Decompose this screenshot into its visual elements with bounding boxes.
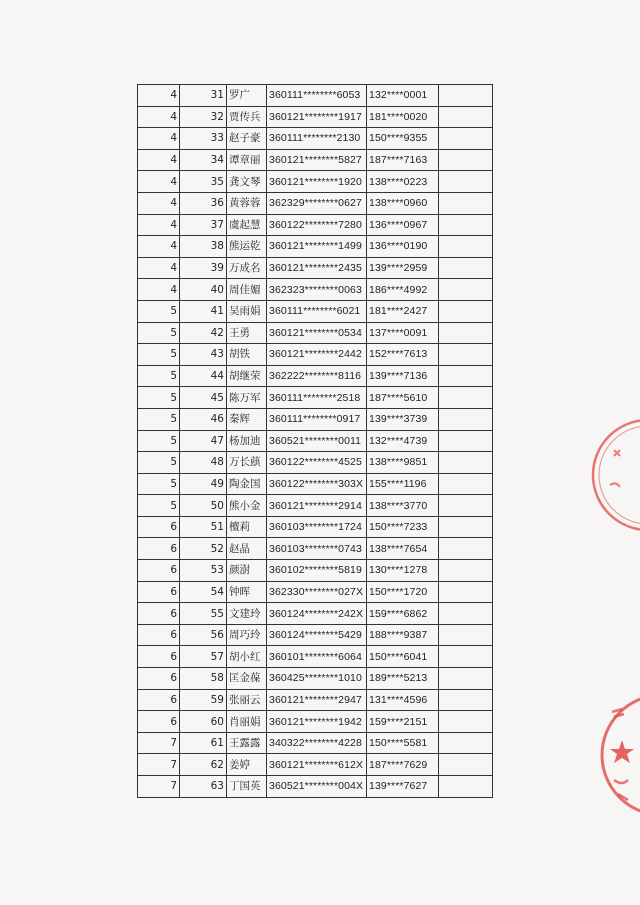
phone-cell: 139****3739 xyxy=(367,408,439,430)
group-cell: 5 xyxy=(138,387,180,409)
sequence-cell: 38 xyxy=(180,236,227,258)
table-row xyxy=(138,776,493,798)
id-number-cell: 360101********6064 xyxy=(267,646,367,668)
phone-cell: 132****0001 xyxy=(367,85,439,107)
sequence-cell: 41 xyxy=(180,300,227,322)
group-cell: 6 xyxy=(138,646,180,668)
remark-cell xyxy=(439,516,493,538)
table-row xyxy=(138,516,493,538)
remark-cell xyxy=(439,732,493,754)
table-row xyxy=(138,689,493,711)
id-number-cell: 360121********2442 xyxy=(267,344,367,366)
group-cell: 6 xyxy=(138,560,180,582)
table-row xyxy=(138,257,493,279)
phone-cell: 188****9387 xyxy=(367,624,439,646)
name-cell: 陈万军 xyxy=(227,387,267,409)
group-cell: 6 xyxy=(138,711,180,733)
name-cell: 王露露 xyxy=(227,732,267,754)
phone-cell: 181****0020 xyxy=(367,106,439,128)
id-number-cell: 360121********1499 xyxy=(267,236,367,258)
table-row xyxy=(138,300,493,322)
group-cell: 5 xyxy=(138,408,180,430)
phone-cell: 187****7629 xyxy=(367,754,439,776)
remark-cell xyxy=(439,257,493,279)
remark-cell xyxy=(439,776,493,798)
name-cell: 熊小金 xyxy=(227,495,267,517)
id-number-cell: 362222********8116 xyxy=(267,365,367,387)
name-cell: 万长蕻 xyxy=(227,452,267,474)
remark-cell xyxy=(439,495,493,517)
group-cell: 4 xyxy=(138,192,180,214)
name-cell: 钟晖 xyxy=(227,581,267,603)
id-number-cell: 360425********1010 xyxy=(267,668,367,690)
id-number-cell: 360111********2130 xyxy=(267,128,367,150)
name-cell: 陶金国 xyxy=(227,473,267,495)
name-cell: 熊运乾 xyxy=(227,236,267,258)
table-row xyxy=(138,128,493,150)
sequence-cell: 58 xyxy=(180,668,227,690)
id-number-cell: 360122********7280 xyxy=(267,214,367,236)
id-number-cell: 360121********5827 xyxy=(267,149,367,171)
name-cell: 秦辉 xyxy=(227,408,267,430)
name-cell: 文建玲 xyxy=(227,603,267,625)
phone-cell: 187****5610 xyxy=(367,387,439,409)
name-cell: 胡继荣 xyxy=(227,365,267,387)
sequence-cell: 51 xyxy=(180,516,227,538)
phone-cell: 130****1278 xyxy=(367,560,439,582)
remark-cell xyxy=(439,581,493,603)
name-cell: 丁国英 xyxy=(227,776,267,798)
remark-cell xyxy=(439,279,493,301)
remark-cell xyxy=(439,171,493,193)
sequence-cell: 35 xyxy=(180,171,227,193)
table-row xyxy=(138,473,493,495)
id-number-cell: 360122********4525 xyxy=(267,452,367,474)
sequence-cell: 49 xyxy=(180,473,227,495)
table-row xyxy=(138,560,493,582)
phone-cell: 150****7233 xyxy=(367,516,439,538)
id-number-cell: 360103********0743 xyxy=(267,538,367,560)
remark-cell xyxy=(439,452,493,474)
table-row xyxy=(138,711,493,733)
phone-cell: 187****7163 xyxy=(367,149,439,171)
name-cell: 吴雨娟 xyxy=(227,300,267,322)
name-cell: 胡铁 xyxy=(227,344,267,366)
phone-cell: 137****0091 xyxy=(367,322,439,344)
sequence-cell: 32 xyxy=(180,106,227,128)
sequence-cell: 62 xyxy=(180,754,227,776)
phone-cell: 139****7136 xyxy=(367,365,439,387)
sequence-cell: 55 xyxy=(180,603,227,625)
sequence-cell: 33 xyxy=(180,128,227,150)
group-cell: 4 xyxy=(138,236,180,258)
id-number-cell: 360102********5819 xyxy=(267,560,367,582)
name-cell: 黄蓉蓉 xyxy=(227,192,267,214)
group-cell: 7 xyxy=(138,732,180,754)
remark-cell xyxy=(439,430,493,452)
phone-cell: 189****5213 xyxy=(367,668,439,690)
group-cell: 5 xyxy=(138,452,180,474)
sequence-cell: 43 xyxy=(180,344,227,366)
id-number-cell: 360124********5429 xyxy=(267,624,367,646)
phone-cell: 159****6862 xyxy=(367,603,439,625)
remark-cell xyxy=(439,322,493,344)
id-number-cell: 340322********4228 xyxy=(267,732,367,754)
remark-cell xyxy=(439,668,493,690)
id-number-cell: 360521********0011 xyxy=(267,430,367,452)
group-cell: 4 xyxy=(138,257,180,279)
sequence-cell: 46 xyxy=(180,408,227,430)
name-cell: 赵子豪 xyxy=(227,128,267,150)
id-number-cell: 360121********612X xyxy=(267,754,367,776)
name-cell: 虞起慧 xyxy=(227,214,267,236)
id-number-cell: 360121********2947 xyxy=(267,689,367,711)
remark-cell xyxy=(439,85,493,107)
name-cell: 颜澍 xyxy=(227,560,267,582)
table-row xyxy=(138,344,493,366)
table-row xyxy=(138,85,493,107)
remark-cell xyxy=(439,387,493,409)
name-cell: 谭章丽 xyxy=(227,149,267,171)
group-cell: 5 xyxy=(138,495,180,517)
phone-cell: 139****7627 xyxy=(367,776,439,798)
remark-cell xyxy=(439,344,493,366)
group-cell: 6 xyxy=(138,538,180,560)
sequence-cell: 57 xyxy=(180,646,227,668)
sequence-cell: 34 xyxy=(180,149,227,171)
group-cell: 7 xyxy=(138,776,180,798)
group-cell: 4 xyxy=(138,85,180,107)
sequence-cell: 54 xyxy=(180,581,227,603)
remark-cell xyxy=(439,624,493,646)
name-cell: 匡金葆 xyxy=(227,668,267,690)
remark-cell xyxy=(439,560,493,582)
table-row xyxy=(138,732,493,754)
phone-cell: 131****4596 xyxy=(367,689,439,711)
roster-body xyxy=(138,85,493,798)
remark-cell xyxy=(439,711,493,733)
group-cell: 5 xyxy=(138,300,180,322)
group-cell: 6 xyxy=(138,603,180,625)
remark-cell xyxy=(439,754,493,776)
name-cell: 罗广 xyxy=(227,85,267,107)
phone-cell: 181****2427 xyxy=(367,300,439,322)
id-number-cell: 360521********004X xyxy=(267,776,367,798)
table-row xyxy=(138,452,493,474)
phone-cell: 186****4992 xyxy=(367,279,439,301)
phone-cell: 152****7613 xyxy=(367,344,439,366)
table-row xyxy=(138,538,493,560)
group-cell: 6 xyxy=(138,689,180,711)
sequence-cell: 40 xyxy=(180,279,227,301)
remark-cell xyxy=(439,106,493,128)
group-cell: 5 xyxy=(138,365,180,387)
sequence-cell: 59 xyxy=(180,689,227,711)
table-row xyxy=(138,603,493,625)
phone-cell: 150****5581 xyxy=(367,732,439,754)
id-number-cell: 360121********1920 xyxy=(267,171,367,193)
group-cell: 6 xyxy=(138,581,180,603)
group-cell: 6 xyxy=(138,668,180,690)
id-number-cell: 360122********303X xyxy=(267,473,367,495)
group-cell: 6 xyxy=(138,516,180,538)
group-cell: 4 xyxy=(138,171,180,193)
name-cell: 赵晶 xyxy=(227,538,267,560)
group-cell: 5 xyxy=(138,344,180,366)
id-number-cell: 360111********2518 xyxy=(267,387,367,409)
phone-cell: 136****0190 xyxy=(367,236,439,258)
roster-table xyxy=(137,84,493,798)
remark-cell xyxy=(439,149,493,171)
id-number-cell: 360111********6021 xyxy=(267,300,367,322)
phone-cell: 132****4739 xyxy=(367,430,439,452)
table-row xyxy=(138,754,493,776)
sequence-cell: 56 xyxy=(180,624,227,646)
sequence-cell: 37 xyxy=(180,214,227,236)
table-row xyxy=(138,387,493,409)
remark-cell xyxy=(439,365,493,387)
remark-cell xyxy=(439,603,493,625)
phone-cell: 138****0960 xyxy=(367,192,439,214)
id-number-cell: 360121********2435 xyxy=(267,257,367,279)
id-number-cell: 360111********0917 xyxy=(267,408,367,430)
sequence-cell: 48 xyxy=(180,452,227,474)
remark-cell xyxy=(439,538,493,560)
name-cell: 龚文琴 xyxy=(227,171,267,193)
remark-cell xyxy=(439,128,493,150)
id-number-cell: 360103********1724 xyxy=(267,516,367,538)
table-row xyxy=(138,624,493,646)
sequence-cell: 47 xyxy=(180,430,227,452)
name-cell: 姜婷 xyxy=(227,754,267,776)
table-row xyxy=(138,408,493,430)
group-cell: 4 xyxy=(138,149,180,171)
name-cell: 周佳媚 xyxy=(227,279,267,301)
phone-cell: 138****3770 xyxy=(367,495,439,517)
sequence-cell: 60 xyxy=(180,711,227,733)
remark-cell xyxy=(439,473,493,495)
id-number-cell: 362330********027X xyxy=(267,581,367,603)
name-cell: 贾传兵 xyxy=(227,106,267,128)
sequence-cell: 31 xyxy=(180,85,227,107)
phone-cell: 159****2151 xyxy=(367,711,439,733)
name-cell: 杨加迪 xyxy=(227,430,267,452)
table-row xyxy=(138,495,493,517)
id-number-cell: 360121********0534 xyxy=(267,322,367,344)
official-seal-lower xyxy=(600,680,640,830)
phone-cell: 136****0967 xyxy=(367,214,439,236)
name-cell: 万成名 xyxy=(227,257,267,279)
id-number-cell: 360121********1917 xyxy=(267,106,367,128)
sequence-cell: 39 xyxy=(180,257,227,279)
name-cell: 周巧玲 xyxy=(227,624,267,646)
name-cell: 张丽云 xyxy=(227,689,267,711)
sequence-cell: 42 xyxy=(180,322,227,344)
group-cell: 5 xyxy=(138,322,180,344)
phone-cell: 138****7654 xyxy=(367,538,439,560)
name-cell: 肖丽娟 xyxy=(227,711,267,733)
official-seal-upper xyxy=(590,400,640,550)
table-row xyxy=(138,581,493,603)
table-row xyxy=(138,214,493,236)
sequence-cell: 52 xyxy=(180,538,227,560)
group-cell: 5 xyxy=(138,430,180,452)
group-cell: 4 xyxy=(138,279,180,301)
name-cell: 檀莉 xyxy=(227,516,267,538)
name-cell: 胡小红 xyxy=(227,646,267,668)
id-number-cell: 360121********1942 xyxy=(267,711,367,733)
table-row xyxy=(138,430,493,452)
sequence-cell: 53 xyxy=(180,560,227,582)
phone-cell: 139****2959 xyxy=(367,257,439,279)
table-row xyxy=(138,171,493,193)
phone-cell: 150****9355 xyxy=(367,128,439,150)
table-row xyxy=(138,668,493,690)
phone-cell: 150****6041 xyxy=(367,646,439,668)
sequence-cell: 63 xyxy=(180,776,227,798)
remark-cell xyxy=(439,192,493,214)
group-cell: 7 xyxy=(138,754,180,776)
group-cell: 5 xyxy=(138,473,180,495)
table-row xyxy=(138,646,493,668)
table-row xyxy=(138,106,493,128)
table-row xyxy=(138,322,493,344)
phone-cell: 155****1196 xyxy=(367,473,439,495)
sequence-cell: 50 xyxy=(180,495,227,517)
sequence-cell: 36 xyxy=(180,192,227,214)
table-row xyxy=(138,365,493,387)
phone-cell: 138****0223 xyxy=(367,171,439,193)
table-row xyxy=(138,149,493,171)
sequence-cell: 61 xyxy=(180,732,227,754)
table-row xyxy=(138,236,493,258)
remark-cell xyxy=(439,646,493,668)
table-row xyxy=(138,192,493,214)
remark-cell xyxy=(439,236,493,258)
phone-cell: 150****1720 xyxy=(367,581,439,603)
remark-cell xyxy=(439,300,493,322)
id-number-cell: 362329********0627 xyxy=(267,192,367,214)
group-cell: 6 xyxy=(138,624,180,646)
remark-cell xyxy=(439,408,493,430)
remark-cell xyxy=(439,214,493,236)
id-number-cell: 362323********0063 xyxy=(267,279,367,301)
id-number-cell: 360124********242X xyxy=(267,603,367,625)
phone-cell: 138****9851 xyxy=(367,452,439,474)
sequence-cell: 44 xyxy=(180,365,227,387)
id-number-cell: 360111********6053 xyxy=(267,85,367,107)
group-cell: 4 xyxy=(138,214,180,236)
table-row xyxy=(138,279,493,301)
group-cell: 4 xyxy=(138,106,180,128)
remark-cell xyxy=(439,689,493,711)
id-number-cell: 360121********2914 xyxy=(267,495,367,517)
name-cell: 王勇 xyxy=(227,322,267,344)
sequence-cell: 45 xyxy=(180,387,227,409)
group-cell: 4 xyxy=(138,128,180,150)
